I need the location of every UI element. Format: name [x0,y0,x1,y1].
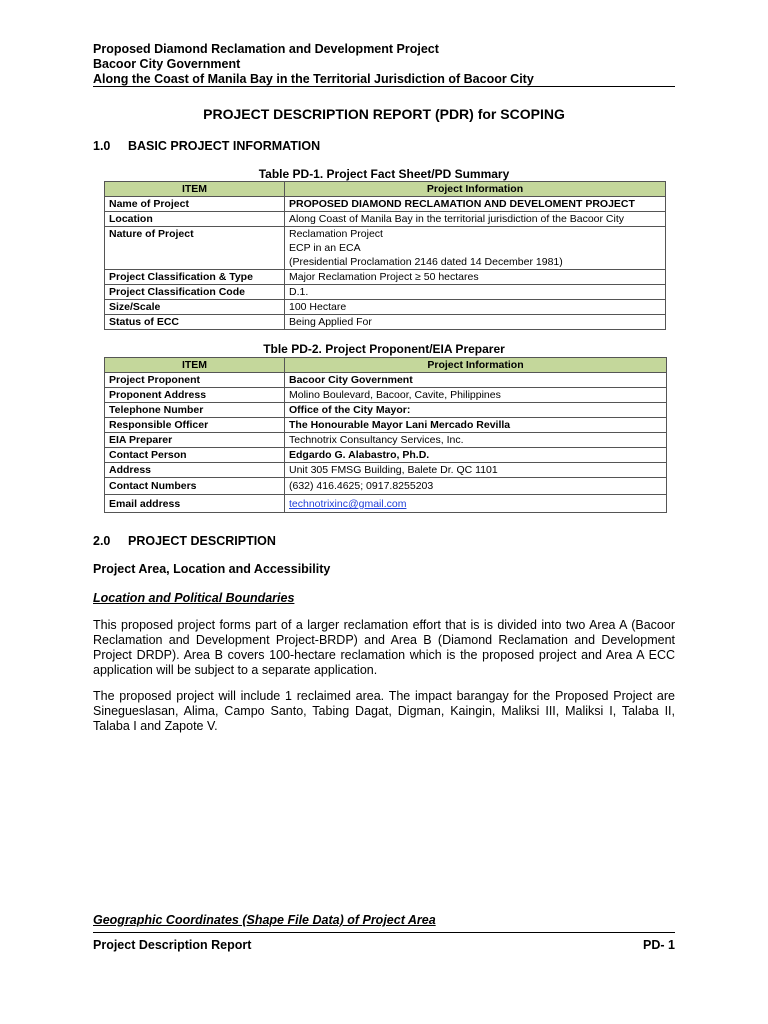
row-info: Edgardo G. Alabastro, Ph.D. [285,448,667,463]
header-project-name: Proposed Diamond Reclamation and Development Project [93,42,439,56]
row-item: Location [105,212,285,227]
table-row [105,373,667,388]
row-info: Technotrix Consultancy Services, Inc. [285,433,667,448]
row-item: Responsible Officer [105,418,285,433]
section-number: 2.0 [93,534,111,548]
page-footer [93,938,675,952]
header-location: Along the Coast of Manila Bay in the Territorial Jurisdiction of Bacoor City [93,72,534,86]
row-info: Being Applied For [285,315,666,330]
column-header-info: Project Information [285,182,666,197]
row-item: Proponent Address [105,388,285,403]
table-row [105,227,666,270]
page-title: PROJECT DESCRIPTION REPORT (PDR) for SCOPING [203,106,565,122]
table-row [105,478,667,495]
column-header-item: ITEM [105,358,285,373]
header-rule [93,86,675,87]
section-label: BASIC PROJECT INFORMATION [128,139,321,153]
row-info: Bacoor City Government [285,373,667,388]
table-row [105,285,666,300]
table-header-row [105,358,667,373]
table-header-row [105,182,666,197]
subheading-area-location: Project Area, Location and Accessibility [93,562,331,576]
section-heading-1 [93,139,320,153]
table-row [105,418,667,433]
section-label: PROJECT DESCRIPTION [128,534,276,548]
row-info: 100 Hectare [285,300,666,315]
row-item: Project Classification Code [105,285,285,300]
row-item: Telephone Number [105,403,285,418]
project-fact-sheet-table [104,181,666,330]
row-info: Molino Boulevard, Bacoor, Cavite, Philippines [285,388,667,403]
row-info-line: Reclamation Project [289,228,383,240]
column-header-info: Project Information [285,358,667,373]
table1-caption: Table PD-1. Project Fact Sheet/PD Summary [258,167,510,181]
column-header-item: ITEM [105,182,285,197]
row-item: Project Proponent [105,373,285,388]
row-info-line: ECP in an ECA [289,242,361,254]
row-item: Project Classification & Type [105,270,285,285]
row-item: EIA Preparer [105,433,285,448]
row-item: Email address [105,495,285,513]
footer-rule [93,932,675,933]
row-info: Major Reclamation Project ≥ 50 hectares [285,270,666,285]
row-item: Name of Project [105,197,285,212]
row-item: Contact Numbers [105,478,285,495]
subheading-geographic-coordinates: Geographic Coordinates (Shape File Data) of Project Area [93,913,436,927]
document-header [93,42,534,87]
row-item: Status of ECC [105,315,285,330]
row-item: Size/Scale [105,300,285,315]
table-row [105,388,667,403]
table-row [105,463,667,478]
row-info: The Honourable Mayor Lani Mercado Revilla [285,418,667,433]
table-row [105,197,666,212]
table-row [105,433,667,448]
header-government: Bacoor City Government [93,57,241,71]
row-info: Unit 305 FMSG Building, Balete Dr. QC 1101 [285,463,667,478]
section-number: 1.0 [93,139,111,153]
table-row [105,448,667,463]
paragraph-project-scope: This proposed project forms part of a larger reclamation effort that is is divided into two Area A (Bacoor Reclamation and Development Project-BRDP) and Area B (Diamond Reclamation and Development Project DRDP). Area B covers 100-hectare reclamation which is the proposed project and Area A ECC application will be subject to a separate application. [93,618,675,677]
row-item: Nature of Project [105,227,285,270]
table-row [105,315,666,330]
paragraph-impact-barangays: The proposed project will include 1 reclaimed area. The impact barangay for the Proposed Project are Sinegueslasan, Alima, Campo Santo, Tabing Dagat, Digman, Kaingin, Maliksi III, Maliksi I, Talaba II, Talaba I and Zapote V. [93,689,675,733]
row-info: PROPOSED DIAMOND RECLAMATION AND DEVELOMENT PROJECT [285,197,666,212]
row-info-line: (Presidential Proclamation 2146 dated 14 December 1981) [289,256,563,268]
email-link[interactable]: technotrixinc@gmail.com [289,498,407,510]
section-heading-2 [93,534,276,548]
footer-report-name: Project Description Report [93,938,252,952]
table-row [105,270,666,285]
row-info: (632) 416.4625; 0917.8255203 [285,478,667,495]
row-info-multiline [285,227,666,270]
row-info: D.1. [285,285,666,300]
subheading-political-boundaries: Location and Political Boundaries [93,591,295,605]
row-info-cell [285,495,667,513]
row-info: Along Coast of Manila Bay in the territorial jurisdiction of the Bacoor City [285,212,666,227]
table-row [105,495,667,513]
row-info: Office of the City Mayor: [285,403,667,418]
row-item: Address [105,463,285,478]
table-row [105,300,666,315]
table-row [105,403,667,418]
table-row [105,212,666,227]
page-number: PD- 1 [643,938,675,952]
table2-caption: Tble PD-2. Project Proponent/EIA Preparer [263,342,505,356]
proponent-preparer-table [104,357,667,513]
row-item: Contact Person [105,448,285,463]
